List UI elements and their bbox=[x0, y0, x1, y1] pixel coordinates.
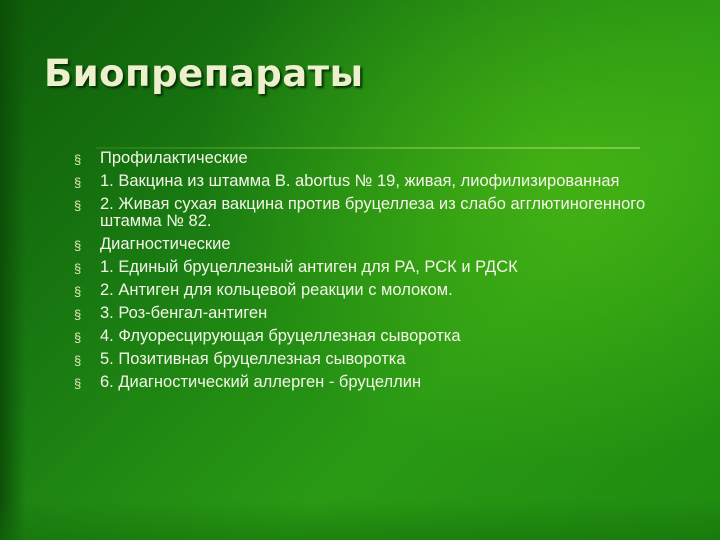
list-item-text: Профилактические bbox=[100, 149, 248, 167]
bullet-marker-icon: § bbox=[74, 307, 82, 322]
list-item-text: 1. Вакцина из штамма B. abortus № 19, живая, лиофилизированная bbox=[100, 172, 620, 190]
bullet-marker-icon: § bbox=[74, 238, 82, 253]
list-item-text: 5. Позитивная бруцеллезная сыворотка bbox=[100, 350, 406, 368]
list-item bbox=[74, 374, 694, 391]
bullet-marker-icon: § bbox=[74, 152, 82, 167]
bullet-marker-icon: § bbox=[74, 198, 82, 213]
list-item bbox=[74, 282, 694, 299]
bullet-list bbox=[74, 150, 694, 397]
bullet-marker-icon: § bbox=[74, 261, 82, 276]
list-item bbox=[74, 259, 694, 276]
list-item-text: Диагностические bbox=[100, 235, 231, 253]
list-item-text: 1. Единый бруцеллезный антиген для РА, РСК и РДСК bbox=[100, 258, 518, 276]
list-item bbox=[74, 236, 694, 253]
list-item-text: 3. Роз-бенгал-антиген bbox=[100, 304, 268, 322]
bullet-marker-icon: § bbox=[74, 284, 82, 299]
list-item bbox=[74, 196, 694, 230]
list-item bbox=[74, 328, 694, 345]
bullet-marker-icon: § bbox=[74, 376, 82, 391]
list-item-text: 2. Живая сухая вакцина против бруцеллеза из слабо агглютиногенного штамма № 82. bbox=[100, 195, 646, 230]
list-item-text: 2. Антиген для кольцевой реакции с молоком. bbox=[100, 281, 453, 299]
slide-bottom-shade bbox=[0, 500, 720, 540]
list-item-text: 6. Диагностический аллерген - бруцеллин bbox=[100, 373, 422, 391]
list-item bbox=[74, 150, 694, 167]
slide-title: Биопрепараты bbox=[44, 52, 364, 95]
list-item-text: 4. Флуоресцирующая бруцеллезная сыворотка bbox=[100, 327, 461, 345]
bullet-marker-icon: § bbox=[74, 330, 82, 345]
bullet-marker-icon: § bbox=[74, 175, 82, 190]
list-item bbox=[74, 351, 694, 368]
bullet-marker-icon: § bbox=[74, 353, 82, 368]
slide-left-shade bbox=[0, 0, 26, 540]
list-item bbox=[74, 173, 694, 190]
list-item bbox=[74, 305, 694, 322]
